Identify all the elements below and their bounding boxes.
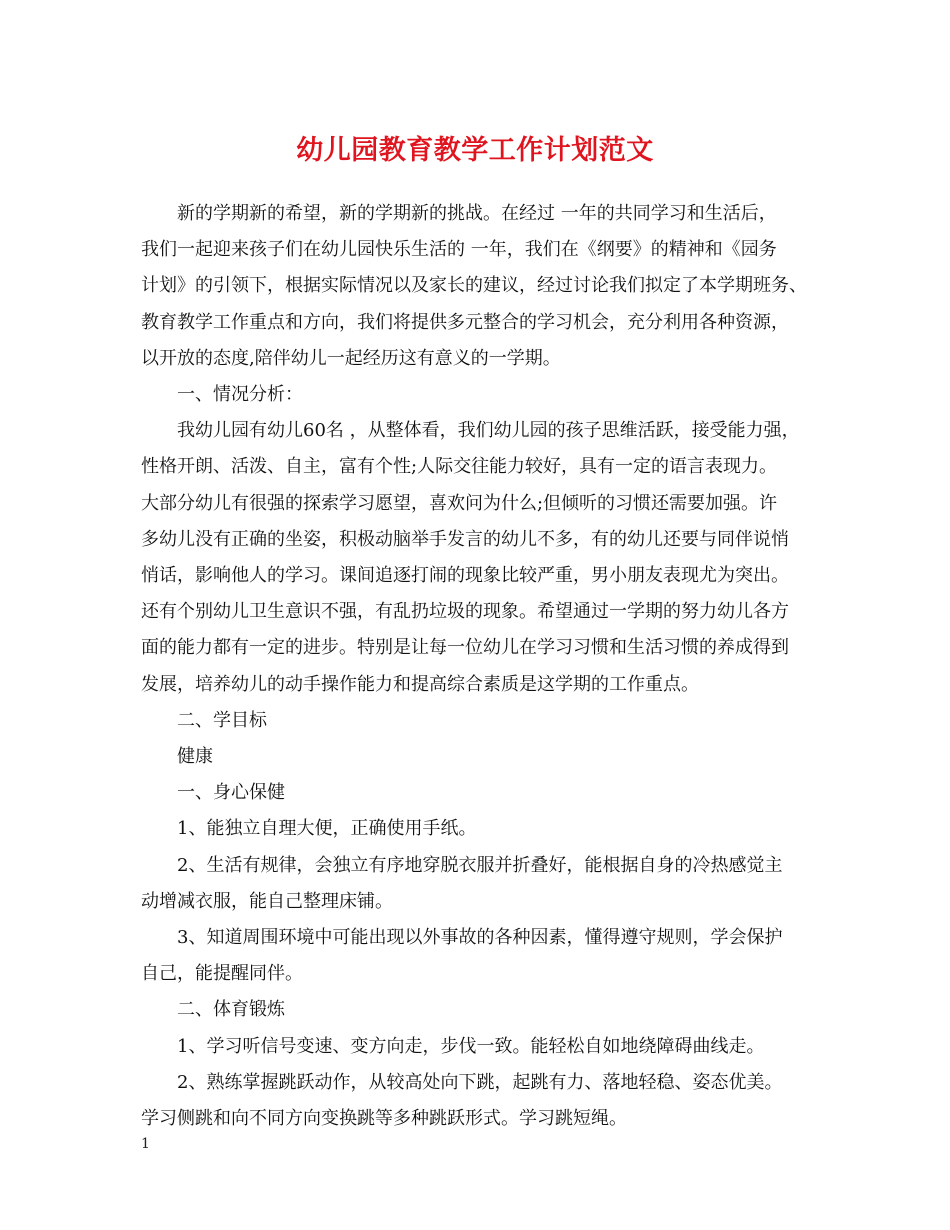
text-line: 自己，能提醒同伴。 — [141, 963, 303, 985]
text-line: 学习侧跳和向不同方向变换跳等多种跳跃形式。学习跳短绳。 — [141, 1108, 627, 1129]
text-line: 健康 — [177, 746, 213, 767]
text-line: 还有个别幼儿卫生意识不强，有乱扔垃圾的现象。希望通过一学期的努力幼儿各方 — [141, 601, 789, 623]
text-line: 二、学目标 — [177, 709, 267, 731]
text-line: 发展，培养幼儿的动手操作能力和提高综合素质是这学期的工作重点。 — [141, 673, 699, 695]
text-line: 面的能力都有一定的进步。特别是让每一位幼儿在学习习惯和生活习惯的养成得到 — [141, 637, 789, 659]
text-line: 以开放的态度,陪伴幼儿一起经历这有意义的一学期。 — [141, 347, 561, 369]
text-line: 多幼儿没有正确的坐姿，积极动脑举手发言的幼儿不多，有的幼儿还要与同伴说悄 — [141, 528, 789, 550]
document-title: 幼儿园教育教学工作计划范文 — [296, 135, 654, 166]
text-line: 计划》的引领下，根据实际情况以及家长的建议，经过讨论我们拟定了本学期班务、 — [141, 275, 807, 297]
text-line: 我幼儿园有幼儿60名 ，从整体看，我们幼儿园的孩子思维活跃，接受能力强， — [177, 420, 800, 442]
text-line: 3、知道周围环境中可能出现以外事故的各种因素，懂得遵守规则，学会保护 — [177, 927, 783, 948]
text-line: 性格开朗、活泼、自主，富有个性;人际交往能力较好，具有一定的语言表现力。 — [141, 456, 778, 478]
text-line: 一、情况分析： — [177, 384, 303, 405]
text-line: 一、身心保健 — [177, 782, 285, 804]
text-line: 新的学期新的希望，新的学期新的挑战。在经过 一年的共同学习和生活后， — [177, 203, 777, 224]
text-line: 2、熟练掌握跳跃动作，从较高处向下跳，起跳有力、落地轻稳、姿态优美。 — [177, 1071, 783, 1093]
text-line: 我们一起迎来孩子们在幼儿园快乐生活的 一年，我们在《纲要》的精神和《园务 — [141, 239, 777, 261]
text-line: 大部分幼儿有很强的探索学习愿望，喜欢问为什么;但倾听的习惯还需要加强。许 — [141, 492, 778, 514]
text-line: 2、生活有规律，会独立有序地穿脱衣服并折叠好，能根据自身的冷热感觉主 — [177, 854, 783, 876]
text-line: 教育教学工作重点和方向，我们将提供多元整合的学习机会，充分利用各种资源， — [141, 311, 789, 333]
text-line: 动增减衣服，能自己整理床铺。 — [141, 890, 393, 912]
text-line: 1、学习听信号变速、变方向走，步伐一致。能轻松自如地绕障碍曲线走。 — [177, 1035, 765, 1057]
text-line: 二、体育锻炼 — [177, 999, 285, 1021]
page-number: 1 — [141, 1136, 150, 1152]
text-line: 1、能独立自理大便，正确使用手纸。 — [177, 818, 477, 840]
text-line: 悄话，影响他人的学习。课间追逐打闹的现象比较严重，男小朋友表现尤为突出。 — [141, 565, 789, 586]
